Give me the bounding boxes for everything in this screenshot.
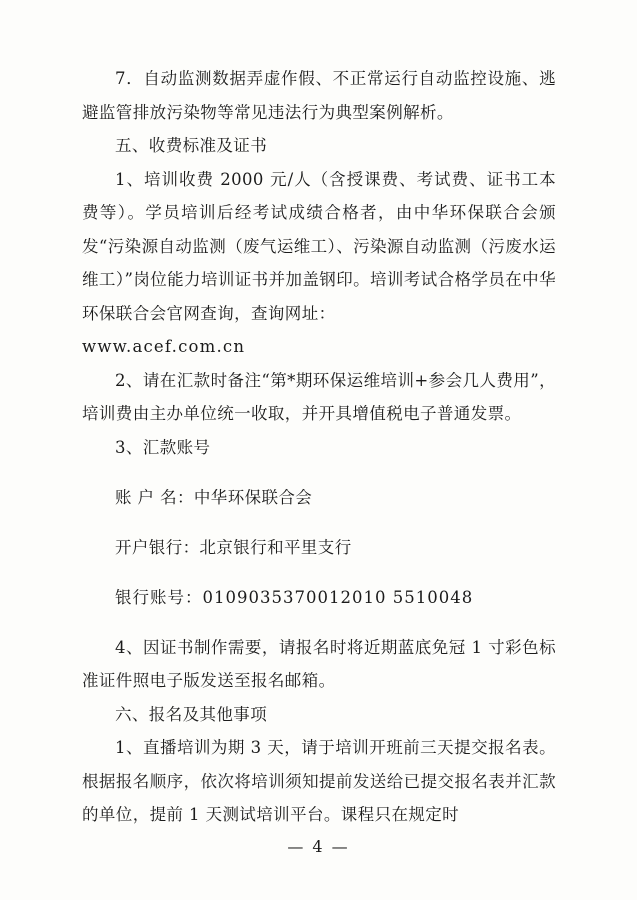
paragraph-fee-2: 2、请在汇款时备注“第*期环保运维培训+参会几人费用”，培训费由主办单位统一收取，并开具增值税电子普通发票。 — [82, 370, 556, 423]
heading-section-five: 五、收费标准及证书 — [115, 136, 268, 155]
website-url: www.acef.com.cn — [82, 337, 246, 356]
paragraph-fee-4: 4、因证书制作需要，请报名时将近期蓝底免冠 1 寸彩色标准证件照电子版发送至报名邮箱。 — [82, 637, 556, 690]
account-number-line: 银行账号：0109035370012010 5510048 — [115, 587, 474, 607]
document-body — [82, 62, 556, 832]
page-number: — 4 — — [287, 837, 350, 856]
paragraph-item-7: 7．自动监测数据弄虚作假、不正常运行自动监控设施、逃避监管排放污染物等常见违法行为典型案例解析。 — [82, 69, 556, 122]
account-name-line: 账 户 名：中华环保联合会 — [115, 487, 313, 507]
paragraph-fee-3: 3、汇款账号 — [115, 437, 211, 457]
paragraph-registration-1: 1、直播培训为期 3 天，请于培训开班前三天提交报名表。根据报名顺序，依次将培训须知提前发送给已提交报名表并汇款的单位，提前 1 天测试培训平台。课程只在规定时 — [82, 738, 556, 824]
heading-section-six: 六、报名及其他事项 — [115, 704, 268, 724]
paragraph-fee-1: 1、培训收费 2000 元/人（含授课费、考试费、证书工本费等）。学员培训后经考试成绩合格者，由中华环保联合会颁发“污染源自动监测（废气运维工）、污染源自动监测（污废水运维工）”岗位能力培训证书并加盖钢印。培训考试合格学员在中华环保联合会官网查询，查询网址： — [82, 169, 556, 323]
account-bank-line: 开户银行：北京银行和平里支行 — [115, 537, 352, 557]
